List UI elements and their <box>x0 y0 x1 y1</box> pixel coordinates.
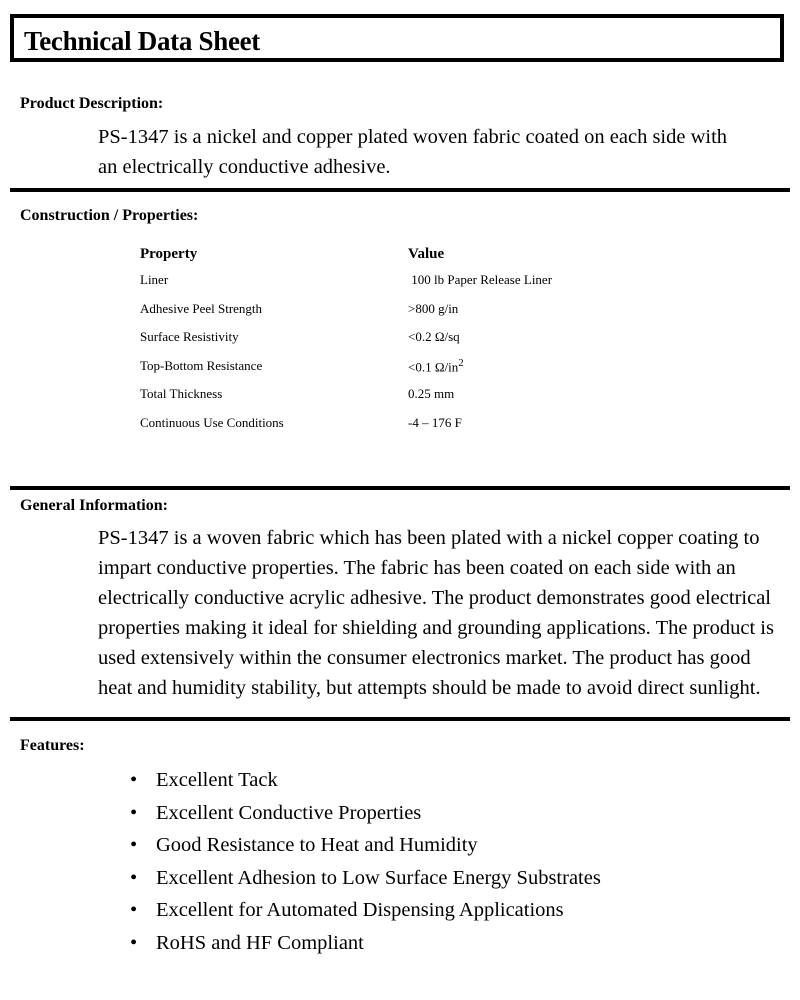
product-description-heading: Product Description: <box>20 95 164 112</box>
properties-table <box>140 242 552 437</box>
property-name: Liner <box>140 272 169 288</box>
bullet-icon: • <box>130 801 138 824</box>
list-item: • Excellent for Automated Dispensing Applications <box>130 895 601 928</box>
title-box <box>10 14 784 62</box>
property-column-header: Property <box>140 245 198 262</box>
section-divider <box>10 188 790 192</box>
property-name: Continuous Use Conditions <box>140 414 284 430</box>
table-row <box>140 323 552 352</box>
page-title: Technical Data Sheet <box>24 26 260 56</box>
list-item: • Good Resistance to Heat and Humidity <box>130 830 601 863</box>
property-value: 100 lb Paper Release Liner <box>411 272 553 288</box>
list-item: • Excellent Tack <box>130 765 601 798</box>
property-value: -4 – 176 F <box>408 414 462 430</box>
table-row <box>140 266 552 295</box>
property-name: Surface Resistivity <box>140 329 239 345</box>
general-information-heading: General Information: <box>20 497 168 514</box>
superscript: 2 <box>458 356 464 369</box>
table-row <box>140 409 552 438</box>
property-name: Adhesive Peel Strength <box>140 300 263 316</box>
list-item: • RoHS and HF Compliant <box>130 928 601 961</box>
bullet-icon: • <box>130 899 138 921</box>
bullet-icon: • <box>130 866 138 889</box>
features-list <box>130 765 601 960</box>
features-heading: Features: <box>20 737 85 754</box>
table-row <box>140 380 552 409</box>
bullet-icon: • <box>130 834 138 856</box>
bullet-icon: • <box>130 769 138 791</box>
list-item: • Excellent Conductive Properties <box>130 798 601 831</box>
bullet-icon: • <box>130 931 138 954</box>
general-information-text: PS-1347 is a woven fabric which has been plated with a nickel copper coating to impart conductive properties. The fabric has been coated on each side with an electrically conductive acrylic adhesive. The product demonstrates good electrical properties making it ideal for shielding and grounding applications. The product is used extensively within the consumer electronics market. The product has good heat and humidity stability, but attempts should be made to avoid direct sunlight. <box>98 527 774 699</box>
list-item: • Excellent Adhesion to Low Surface Energy Substrates <box>130 863 601 896</box>
product-description-text: PS-1347 is a nickel and copper plated woven fabric coated on each side with an electrically conductive adhesive. <box>98 126 728 178</box>
table-row <box>140 352 552 381</box>
construction-heading: Construction / Properties: <box>20 207 199 224</box>
table-header-row <box>140 242 552 266</box>
section-divider <box>10 717 790 721</box>
value-column-header: Value <box>408 245 445 262</box>
property-name: Top-Bottom Resistance <box>140 357 263 373</box>
property-value: 0.25 mm <box>408 386 455 402</box>
property-value: >800 g/in <box>408 300 459 316</box>
section-divider <box>10 486 790 490</box>
property-value: <0.1 $\Omega/in^2$ <box>408 356 464 374</box>
table-row <box>140 295 552 324</box>
property-value: <0.2 Ω/sq <box>408 329 460 345</box>
property-name: Total Thickness <box>140 386 223 402</box>
